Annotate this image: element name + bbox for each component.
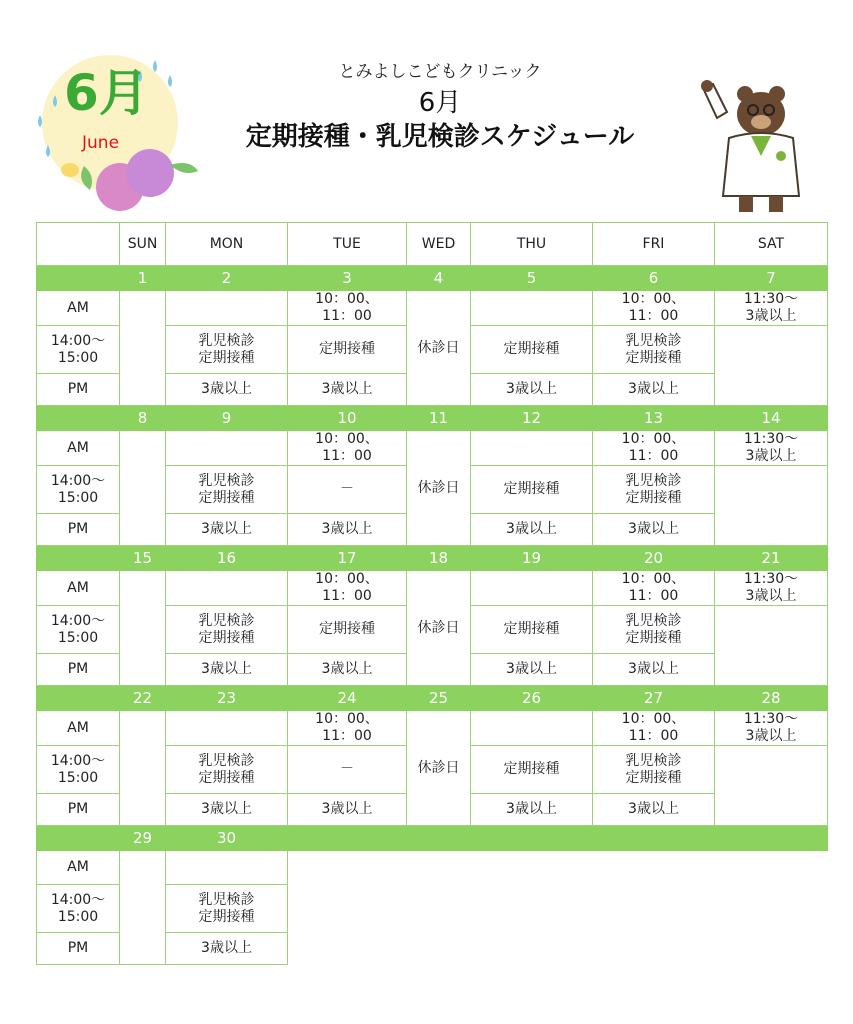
weekday-header-row	[37, 223, 828, 266]
header-blank	[37, 223, 120, 266]
sat-rest-cell	[715, 606, 828, 686]
am-row	[37, 571, 828, 606]
col-sun: SUN	[120, 223, 166, 266]
mon-mid-cell: 乳児検診 定期接種	[166, 326, 288, 374]
mon-mid-cell: 乳児検診 定期接種	[166, 466, 288, 514]
row-label-pm: PM	[37, 374, 120, 406]
sat-am-cell: 11:30～ 3歳以上	[715, 711, 828, 746]
am-row	[37, 291, 828, 326]
col-wed: WED	[407, 223, 471, 266]
fri-pm-cell: 3歳以上	[593, 654, 715, 686]
sun-cell	[120, 851, 166, 965]
date-row	[37, 686, 828, 711]
thu-pm-cell: 3歳以上	[471, 654, 593, 686]
tue-pm-cell: 3歳以上	[288, 654, 407, 686]
sun-cell	[120, 431, 166, 546]
date-cell: 20	[593, 546, 715, 571]
sun-cell	[120, 711, 166, 826]
fri-pm-cell: 3歳以上	[593, 794, 715, 826]
wed-closed-cell: 休診日	[407, 711, 471, 826]
fri-am-cell: 10：00、 11：00	[593, 571, 715, 606]
row-label-afternoon: 14:00～ 15:00	[37, 746, 120, 794]
mon-mid-cell: 乳児検診 定期接種	[166, 885, 288, 933]
mon-am-cell	[166, 571, 288, 606]
date-cell: 15	[120, 546, 166, 571]
mon-pm-cell: 3歳以上	[166, 374, 288, 406]
page-title: 定期接種・乳児検診スケジュール	[245, 122, 635, 152]
mon-pm-cell: 3歳以上	[166, 514, 288, 546]
sun-cell	[120, 291, 166, 406]
sun-cell	[120, 571, 166, 686]
date-cell: 14	[715, 406, 828, 431]
date-cell: 11	[407, 406, 471, 431]
mon-pm-cell: 3歳以上	[166, 794, 288, 826]
col-mon: MON	[166, 223, 288, 266]
page-header	[190, 60, 690, 154]
fri-am-cell: 10：00、 11：00	[593, 711, 715, 746]
mon-am-cell	[166, 291, 288, 326]
row-label-afternoon: 14:00～ 15:00	[37, 326, 120, 374]
date-cell: 19	[471, 546, 593, 571]
row-label-pm: PM	[37, 514, 120, 546]
date-cell: 25	[407, 686, 471, 711]
logo-month: 6月	[64, 64, 149, 122]
fri-mid-cell: 乳児検診 定期接種	[593, 746, 715, 794]
mon-mid-cell: 乳児検診 定期接種	[166, 746, 288, 794]
sat-am-cell: 11:30～ 3歳以上	[715, 571, 828, 606]
tue-am-cell: 10：00、 11：00	[288, 431, 407, 466]
date-cell: 24	[288, 686, 407, 711]
tue-mid-cell: －	[288, 466, 407, 514]
logo-english: June	[82, 133, 120, 153]
row-label-am: AM	[37, 711, 120, 746]
tue-mid-cell: 定期接種	[288, 326, 407, 374]
row-label-afternoon: 14:00～ 15:00	[37, 885, 120, 933]
col-fri: FRI	[593, 223, 715, 266]
row-label-pm: PM	[37, 933, 120, 965]
thu-am-cell	[471, 431, 593, 466]
sat-rest-cell	[715, 466, 828, 546]
row-label-afternoon: 14:00～ 15:00	[37, 466, 120, 514]
date-row	[37, 406, 828, 431]
row-label-am: AM	[37, 851, 120, 885]
wed-closed-cell: 休診日	[407, 431, 471, 546]
tue-pm-cell: 3歳以上	[288, 514, 407, 546]
mon-pm-cell: 3歳以上	[166, 933, 288, 965]
bear-doctor-icon	[695, 78, 815, 218]
wed-closed-cell: 休診日	[407, 571, 471, 686]
date-cell: 27	[593, 686, 715, 711]
empty-area	[288, 851, 828, 965]
fri-am-cell: 10：00、 11：00	[593, 291, 715, 326]
date-cell: 2	[166, 266, 288, 291]
date-cell: 4	[407, 266, 471, 291]
row-label-am: AM	[37, 431, 120, 466]
tue-mid-cell: 定期接種	[288, 606, 407, 654]
tue-am-cell: 10：00、 11：00	[288, 291, 407, 326]
thu-am-cell	[471, 711, 593, 746]
date-row	[37, 266, 828, 291]
date-cell: 21	[715, 546, 828, 571]
mon-am-cell	[166, 711, 288, 746]
thu-mid-cell: 定期接種	[471, 746, 593, 794]
mon-mid-cell: 乳児検診 定期接種	[166, 606, 288, 654]
date-cell: 12	[471, 406, 593, 431]
date-cell: 6	[593, 266, 715, 291]
date-cell: 26	[471, 686, 593, 711]
date-cell: 23	[166, 686, 288, 711]
am-row	[37, 711, 828, 746]
date-cell: 18	[407, 546, 471, 571]
fri-am-cell: 10：00、 11：00	[593, 431, 715, 466]
date-row	[37, 826, 828, 851]
tue-pm-cell: 3歳以上	[288, 374, 407, 406]
date-cell: 10	[288, 406, 407, 431]
sat-am-cell: 11:30～ 3歳以上	[715, 291, 828, 326]
thu-mid-cell: 定期接種	[471, 466, 593, 514]
thu-am-cell	[471, 571, 593, 606]
thu-pm-cell: 3歳以上	[471, 374, 593, 406]
clinic-name: とみよしこどもクリニック	[338, 62, 542, 82]
thu-pm-cell: 3歳以上	[471, 794, 593, 826]
row-label-pm: PM	[37, 794, 120, 826]
am-row	[37, 851, 828, 885]
col-thu: THU	[471, 223, 593, 266]
date-cell: 13	[593, 406, 715, 431]
june-logo	[30, 55, 200, 215]
thu-pm-cell: 3歳以上	[471, 514, 593, 546]
col-sat: SAT	[715, 223, 828, 266]
schedule-table	[36, 222, 828, 965]
thu-am-cell	[471, 291, 593, 326]
date-cell: 9	[166, 406, 288, 431]
date-cell: 8	[120, 406, 166, 431]
col-tue: TUE	[288, 223, 407, 266]
fri-mid-cell: 乳児検診 定期接種	[593, 326, 715, 374]
mon-pm-cell: 3歳以上	[166, 654, 288, 686]
thu-mid-cell: 定期接種	[471, 326, 593, 374]
date-cell: 30	[166, 826, 288, 851]
date-cell: 16	[166, 546, 288, 571]
date-cell: 5	[471, 266, 593, 291]
date-cell: 3	[288, 266, 407, 291]
am-row	[37, 431, 828, 466]
sat-am-cell: 11:30～ 3歳以上	[715, 431, 828, 466]
row-label-afternoon: 14:00～ 15:00	[37, 606, 120, 654]
date-cell: 17	[288, 546, 407, 571]
mon-am-cell	[166, 851, 288, 885]
date-cell: 29	[120, 826, 166, 851]
row-label-pm: PM	[37, 654, 120, 686]
page-month: 6月	[418, 88, 462, 118]
date-row	[37, 546, 828, 571]
date-cell: 1	[120, 266, 166, 291]
fri-mid-cell: 乳児検診 定期接種	[593, 606, 715, 654]
tue-pm-cell: 3歳以上	[288, 794, 407, 826]
tue-mid-cell: －	[288, 746, 407, 794]
mon-am-cell	[166, 431, 288, 466]
row-label-am: AM	[37, 571, 120, 606]
fri-mid-cell: 乳児検診 定期接種	[593, 466, 715, 514]
thu-mid-cell: 定期接種	[471, 606, 593, 654]
row-label-am: AM	[37, 291, 120, 326]
date-cell: 7	[715, 266, 828, 291]
fri-pm-cell: 3歳以上	[593, 374, 715, 406]
tue-am-cell: 10：00、 11：00	[288, 571, 407, 606]
date-cell: 22	[120, 686, 166, 711]
sat-rest-cell	[715, 326, 828, 406]
fri-pm-cell: 3歳以上	[593, 514, 715, 546]
tue-am-cell: 10：00、 11：00	[288, 711, 407, 746]
sat-rest-cell	[715, 746, 828, 826]
wed-closed-cell: 休診日	[407, 291, 471, 406]
date-cell: 28	[715, 686, 828, 711]
